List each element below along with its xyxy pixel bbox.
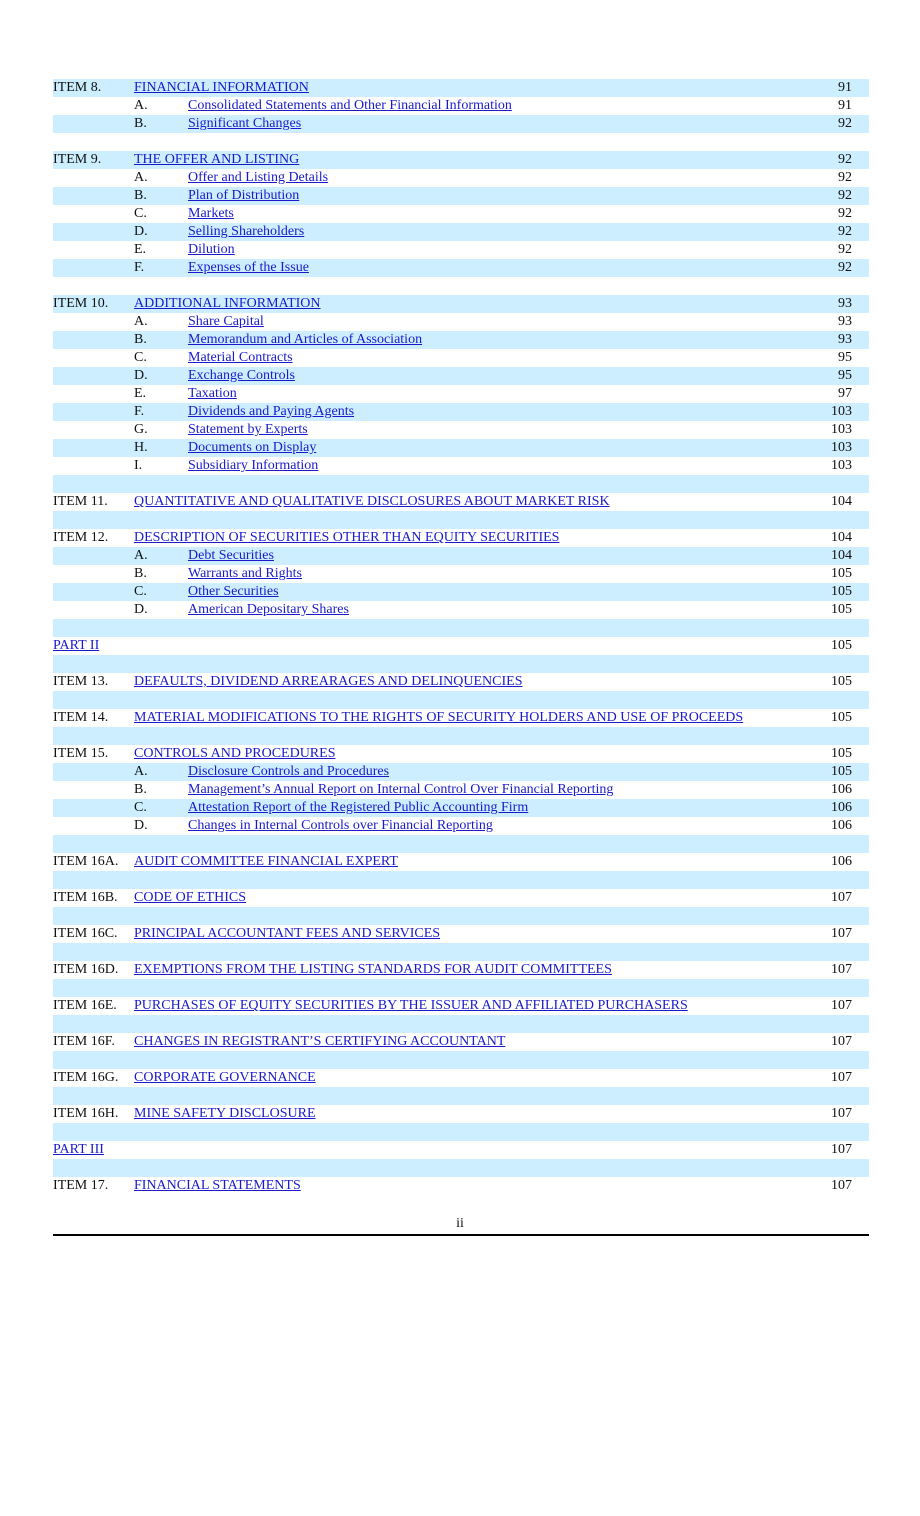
toc-subitem-row [53, 331, 869, 349]
toc-item-row [53, 529, 869, 547]
spacer-row [53, 727, 869, 745]
toc-item-row [53, 295, 869, 313]
item-title-link[interactable]: PURCHASES OF EQUITY SECURITIES BY THE ISSUER AND AFFILIATED PURCHASERS [134, 998, 688, 1013]
item-title-link[interactable]: QUANTITATIVE AND QUALITATIVE DISCLOSURES ABOUT MARKET RISK [134, 494, 610, 509]
toc-subitem-row [53, 349, 869, 367]
toc-subitem-row [53, 799, 869, 817]
page-number-cell: 105 [831, 764, 852, 779]
page-number-cell: 105 [831, 584, 852, 599]
page-number-cell: 105 [831, 746, 852, 761]
subitem-link[interactable]: Expenses of the Issue [188, 260, 309, 275]
toc-item-row [53, 709, 869, 727]
spacer-row [53, 619, 869, 637]
page-number-cell: 92 [838, 116, 852, 131]
item-title-link[interactable]: CODE OF ETHICS [134, 890, 247, 905]
toc-subitem-row [53, 205, 869, 223]
item-title-link[interactable]: PRINCIPAL ACCOUNTANT FEES AND SERVICES [134, 926, 441, 941]
page-number-cell: 105 [831, 602, 852, 617]
page-number-cell: 92 [838, 152, 852, 167]
toc-subitem-row [53, 169, 869, 187]
spacer-row [53, 475, 869, 493]
toc-subitem-row [53, 439, 869, 457]
toc-subitem-row [53, 421, 869, 439]
toc-item-row [53, 1105, 869, 1123]
toc-subitem-row [53, 817, 869, 835]
subitem-link[interactable]: Management’s Annual Report on Internal Control Over Financial Reporting [188, 782, 614, 797]
spacer-row [53, 1123, 869, 1141]
page-number-cell: 91 [838, 80, 852, 95]
toc-subitem-row [53, 547, 869, 565]
toc-item-row [53, 1033, 869, 1051]
subitem-link[interactable]: Attestation Report of the Registered Public Accounting Firm [188, 800, 529, 815]
item-title-link[interactable]: CHANGES IN REGISTRANT’S CERTIFYING ACCOUNTANT [134, 1034, 506, 1049]
toc-item-row [53, 925, 869, 943]
page-number-cell: 92 [838, 242, 852, 257]
item-number: ITEM 11. [53, 494, 108, 509]
subitem-letter: B. [134, 566, 147, 581]
toc-item-row [53, 1177, 869, 1195]
subitem-link[interactable]: Dividends and Paying Agents [188, 404, 355, 419]
spacer-row [53, 277, 869, 295]
subitem-letter: B. [134, 188, 147, 203]
subitem-letter: C. [134, 800, 147, 815]
page-number-cell: 107 [831, 926, 852, 941]
subitem-link[interactable]: Markets [188, 206, 234, 221]
page-number-cell: 106 [831, 782, 852, 797]
page-number-cell: 91 [838, 98, 852, 113]
item-number: ITEM 16F. [53, 1034, 115, 1049]
footer-rule [53, 1234, 869, 1236]
subitem-letter: D. [134, 224, 148, 239]
subitem-link[interactable]: Plan of Distribution [188, 188, 300, 203]
page-number-cell: 92 [838, 260, 852, 275]
item-number: ITEM 16G. [53, 1070, 119, 1085]
subitem-letter: A. [134, 170, 148, 185]
item-title-link[interactable]: FINANCIAL STATEMENTS [134, 1178, 301, 1193]
subitem-letter: G. [134, 422, 148, 437]
page-number-cell: 107 [831, 1034, 852, 1049]
subitem-letter: B. [134, 332, 147, 347]
item-number: ITEM 17. [53, 1178, 109, 1193]
spacer-row [53, 655, 869, 673]
page-number-cell: 107 [831, 1142, 852, 1157]
page-number-cell: 92 [838, 188, 852, 203]
subitem-link[interactable]: Material Contracts [188, 350, 293, 365]
subitem-letter: B. [134, 782, 147, 797]
subitem-letter: C. [134, 206, 147, 221]
page-number-cell: 93 [838, 332, 852, 347]
toc-item-row [53, 889, 869, 907]
subitem-link[interactable]: Disclosure Controls and Procedures [188, 764, 390, 779]
toc-subitem-row [53, 223, 869, 241]
subitem-letter: A. [134, 764, 148, 779]
item-number: ITEM 16D. [53, 962, 119, 977]
subitem-letter: D. [134, 818, 148, 833]
subitem-link[interactable]: Selling Shareholders [188, 224, 305, 239]
subitem-link[interactable]: Documents on Display [188, 440, 317, 455]
toc-part-row [53, 1141, 869, 1159]
subitem-link[interactable]: American Depositary Shares [188, 602, 349, 617]
toc-item-row [53, 853, 869, 871]
page-number-cell: 107 [831, 1106, 852, 1121]
toc-subitem-row [53, 241, 869, 259]
subitem-link[interactable]: Other Securities [188, 584, 279, 599]
subitem-link[interactable]: Significant Changes [188, 116, 302, 131]
toc-item-row [53, 745, 869, 763]
part-link[interactable]: PART II [53, 638, 100, 653]
toc-item-row [53, 493, 869, 511]
subitem-letter: H. [134, 440, 148, 455]
toc-item-row [53, 997, 869, 1015]
spacer-row [53, 835, 869, 853]
subitem-link[interactable]: Statement by Experts [188, 422, 308, 437]
page-number-cell: 107 [831, 1178, 852, 1193]
spacer-row [53, 943, 869, 961]
spacer-row [53, 1159, 869, 1177]
toc-subitem-row [53, 763, 869, 781]
spacer-row [53, 907, 869, 925]
subitem-letter: I. [134, 458, 143, 473]
item-title-link[interactable]: DESCRIPTION OF SECURITIES OTHER THAN EQUITY SECURITIES [134, 530, 560, 545]
item-title-link[interactable]: AUDIT COMMITTEE FINANCIAL EXPERT [134, 854, 398, 869]
toc-subitem-row [53, 403, 869, 421]
table-of-contents [53, 79, 869, 1195]
item-number: ITEM 8. [53, 80, 102, 95]
subitem-link[interactable]: Offer and Listing Details [188, 170, 329, 185]
item-number: ITEM 16A. [53, 854, 119, 869]
item-number: ITEM 16E. [53, 998, 117, 1013]
item-title-link[interactable]: MATERIAL MODIFICATIONS TO THE RIGHTS OF SECURITY HOLDERS AND USE OF PROCEEDS [134, 710, 744, 725]
subitem-letter: A. [134, 98, 148, 113]
subitem-letter: F. [134, 260, 145, 275]
page-number-cell: 92 [838, 224, 852, 239]
toc-item-row [53, 673, 869, 691]
toc-subitem-row [53, 259, 869, 277]
toc-subitem-row [53, 583, 869, 601]
page-number-cell: 103 [831, 404, 852, 419]
spacer-row [53, 511, 869, 529]
page-number-cell: 104 [831, 494, 852, 509]
spacer-row [53, 979, 869, 997]
subitem-link[interactable]: Exchange Controls [188, 368, 295, 383]
item-title-link[interactable]: ADDITIONAL INFORMATION [134, 296, 321, 311]
item-number: ITEM 10. [53, 296, 109, 311]
item-number: ITEM 12. [53, 530, 109, 545]
page-number-cell: 93 [838, 296, 852, 311]
toc-part-row [53, 637, 869, 655]
subitem-link[interactable]: Consolidated Statements and Other Financial Information [188, 98, 512, 113]
toc-subitem-row [53, 367, 869, 385]
subitem-letter: A. [134, 314, 148, 329]
item-number: ITEM 9. [53, 152, 102, 167]
item-title-link[interactable]: DEFAULTS, DIVIDEND ARREARAGES AND DELINQUENCIES [134, 674, 523, 689]
page-number-cell: 105 [831, 674, 852, 689]
item-title-link[interactable]: CORPORATE GOVERNANCE [134, 1070, 316, 1085]
page-number-cell: 106 [831, 818, 852, 833]
page-number-cell: 106 [831, 854, 852, 869]
subitem-letter: D. [134, 368, 148, 383]
toc-subitem-row [53, 187, 869, 205]
spacer-row [53, 1051, 869, 1069]
page-number-cell: 105 [831, 566, 852, 581]
spacer-row [53, 133, 869, 151]
page-number-cell: 92 [838, 170, 852, 185]
subitem-letter: E. [134, 386, 147, 401]
item-number: ITEM 14. [53, 710, 109, 725]
item-title-link[interactable]: THE OFFER AND LISTING [134, 152, 300, 167]
page-number-cell: 106 [831, 800, 852, 815]
toc-subitem-row [53, 97, 869, 115]
page-number-cell: 107 [831, 890, 852, 905]
subitem-letter: A. [134, 548, 148, 563]
page-number-cell: 104 [831, 548, 852, 563]
subitem-link[interactable]: Debt Securities [188, 548, 274, 563]
page-number-cell: 105 [831, 638, 852, 653]
toc-subitem-row [53, 385, 869, 403]
page-number-cell: 105 [831, 710, 852, 725]
subitem-link[interactable]: Dilution [188, 242, 235, 257]
page-number-cell: 95 [838, 368, 852, 383]
item-title-link[interactable]: MINE SAFETY DISCLOSURE [134, 1106, 316, 1121]
item-title-link[interactable]: FINANCIAL INFORMATION [134, 80, 309, 95]
page-number-cell: 97 [838, 386, 852, 401]
subitem-link[interactable]: Memorandum and Articles of Association [188, 332, 423, 347]
page-number-cell: 103 [831, 440, 852, 455]
subitem-letter: C. [134, 350, 147, 365]
item-number: ITEM 16C. [53, 926, 118, 941]
item-number: ITEM 16H. [53, 1106, 119, 1121]
spacer-row [53, 1087, 869, 1105]
toc-subitem-row [53, 601, 869, 619]
subitem-link[interactable]: Subsidiary Information [188, 458, 319, 473]
subitem-letter: E. [134, 242, 147, 257]
page-number-cell: 103 [831, 422, 852, 437]
toc-item-row [53, 151, 869, 169]
item-title-link[interactable]: EXEMPTIONS FROM THE LISTING STANDARDS FOR AUDIT COMMITTEES [134, 962, 612, 977]
subitem-letter: F. [134, 404, 145, 419]
page-number-cell: 92 [838, 206, 852, 221]
subitem-link[interactable]: Taxation [188, 386, 237, 401]
page-number: ii [456, 1216, 464, 1231]
toc-subitem-row [53, 565, 869, 583]
item-number: ITEM 15. [53, 746, 109, 761]
toc-subitem-row [53, 457, 869, 475]
item-number: ITEM 13. [53, 674, 109, 689]
page-number-cell: 104 [831, 530, 852, 545]
toc-item-row [53, 961, 869, 979]
toc-subitem-row [53, 781, 869, 799]
spacer-row [53, 691, 869, 709]
page-number-cell: 107 [831, 1070, 852, 1085]
page-number-cell: 107 [831, 998, 852, 1013]
part-link[interactable]: PART III [53, 1142, 104, 1157]
subitem-link[interactable]: Warrants and Rights [188, 566, 302, 581]
page-number-cell: 107 [831, 962, 852, 977]
page-number-cell: 93 [838, 314, 852, 329]
subitem-link[interactable]: Changes in Internal Controls over Financial Reporting [188, 818, 493, 833]
subitem-letter: B. [134, 116, 147, 131]
toc-item-row [53, 1069, 869, 1087]
toc-subitem-row [53, 115, 869, 133]
toc-subitem-row [53, 313, 869, 331]
spacer-row [53, 1015, 869, 1033]
item-number: ITEM 16B. [53, 890, 118, 905]
spacer-row [53, 871, 869, 889]
toc-item-row [53, 79, 869, 97]
subitem-link[interactable]: Share Capital [188, 314, 264, 329]
subitem-letter: D. [134, 602, 148, 617]
subitem-letter: C. [134, 584, 147, 599]
page-number-cell: 95 [838, 350, 852, 365]
page-number-cell: 103 [831, 458, 852, 473]
item-title-link[interactable]: CONTROLS AND PROCEDURES [134, 746, 336, 761]
